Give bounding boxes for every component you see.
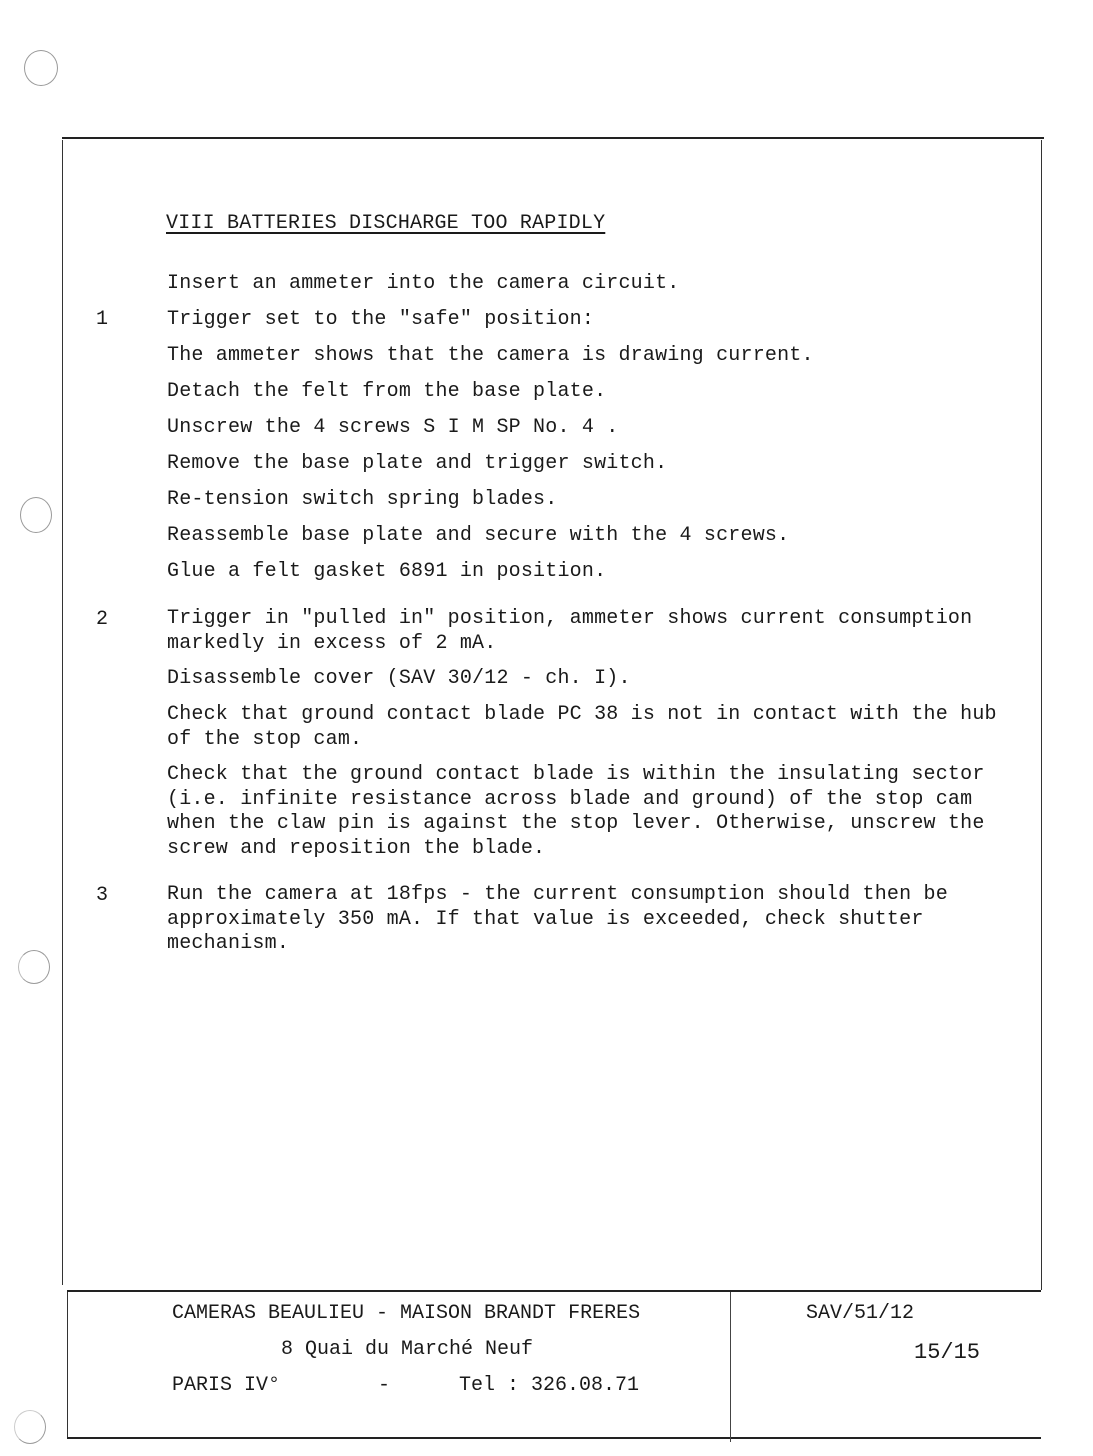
step-1-4: Unscrew the 4 screws S I M SP No. 4 . [167, 416, 619, 439]
footer-company: CAMERAS BEAULIEU - MAISON BRANDT FRERES [172, 1302, 641, 1325]
intro-line: Insert an ammeter into the camera circuit. [167, 272, 680, 295]
step-1-5: Remove the base plate and trigger switch. [167, 452, 668, 475]
punch-hole-middle [20, 497, 52, 533]
footer-reference: SAV/51/12 [806, 1302, 915, 1325]
step-1-2: The ammeter shows that the camera is drawing current. [167, 344, 814, 367]
footer-city: PARIS IV° [172, 1374, 281, 1397]
punch-hole-bottom [14, 1410, 46, 1444]
footer-dash: - [378, 1374, 391, 1397]
footer-address: 8 Quai du Marché Neuf [281, 1338, 534, 1361]
footer-bottom-border [67, 1437, 1041, 1439]
footer-top-border [67, 1290, 1041, 1292]
step-2-4: Check that the ground contact blade is within the insulating sector (i.e. infinite resistance across blade and ground) of the stop cam when the claw pin is against the stop lever. Otherwise, unscrew the screw and reposition the blade. [167, 763, 985, 860]
section-heading: VIII BATTERIES DISCHARGE TOO RAPIDLY [166, 212, 606, 235]
punch-hole-lower [18, 950, 50, 984]
footer-page-number: 15/15 [914, 1340, 981, 1365]
section-number-1: 1 [96, 308, 109, 331]
footer-phone: Tel : 326.08.71 [459, 1374, 640, 1397]
step-2-2: Disassemble cover (SAV 30/12 - ch. I). [167, 667, 631, 690]
frame-top-border [62, 137, 1044, 139]
step-2-1: Trigger in "pulled in" position, ammeter shows current consumption markedly in excess of 2 mA. [167, 607, 973, 655]
footer-left-border [67, 1292, 68, 1438]
frame-left-border [62, 140, 63, 1285]
step-1-8: Glue a felt gasket 6891 in position. [167, 560, 607, 583]
frame-right-border [1041, 140, 1042, 1290]
step-3-1: Run the camera at 18fps - the current consumption should then be approximately 350 mA. If that value is exceeded, check shutter mechanism. [167, 883, 948, 955]
section-number-2: 2 [96, 608, 109, 631]
step-1-1: Trigger set to the "safe" position: [167, 308, 595, 331]
punch-hole-top [24, 50, 58, 86]
footer-divider [730, 1292, 731, 1442]
step-1-3: Detach the felt from the base plate. [167, 380, 607, 403]
section-number-3: 3 [96, 884, 109, 907]
step-2-3: Check that ground contact blade PC 38 is not in contact with the hub of the stop cam. [167, 703, 997, 751]
step-1-7: Reassemble base plate and secure with the 4 screws. [167, 524, 790, 547]
step-1-6: Re-tension switch spring blades. [167, 488, 558, 511]
